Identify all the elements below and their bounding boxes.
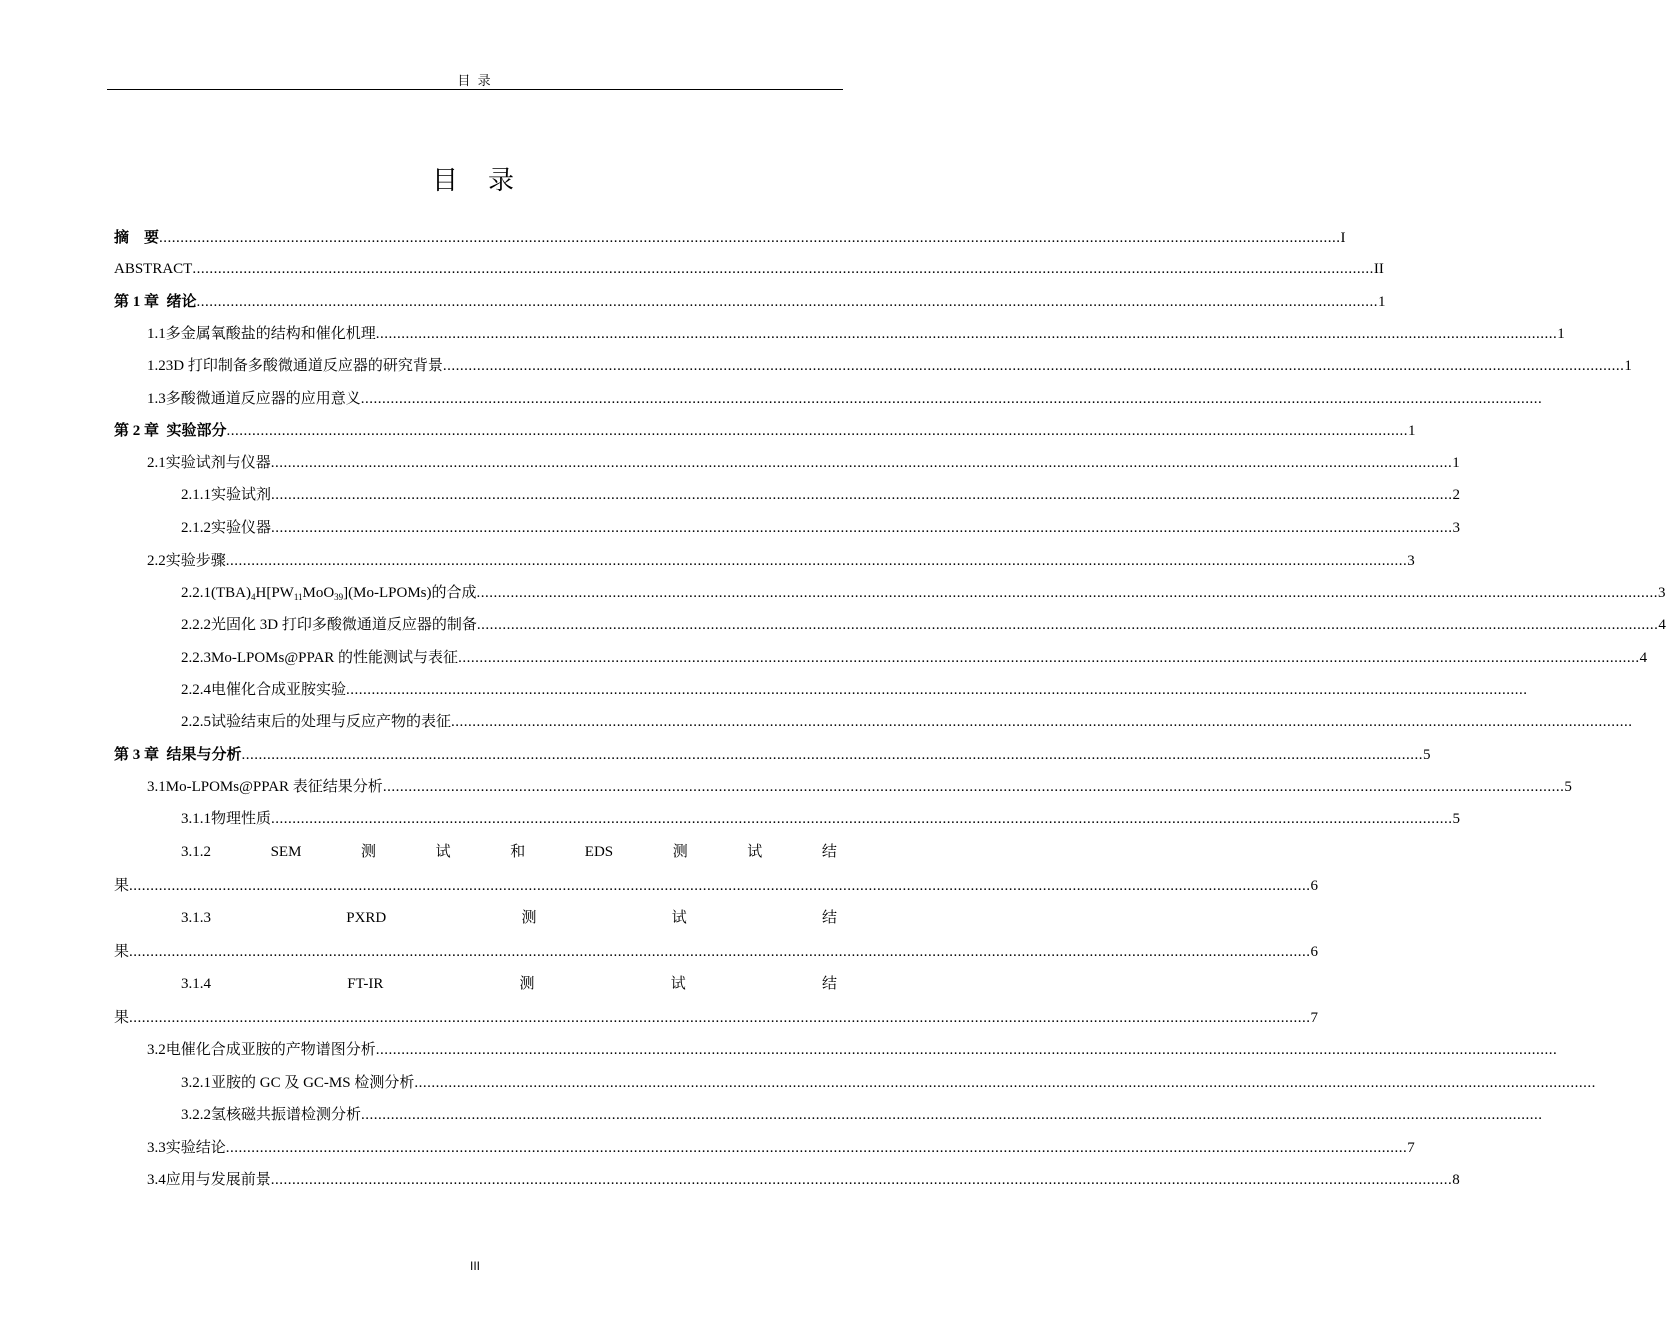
toc-word: SEM — [270, 844, 302, 860]
toc-entry-number: 2.2.3 — [181, 650, 211, 666]
toc-entry-label: 光固化 3D 打印多酸微通道反应器的制备 — [211, 617, 477, 633]
toc-entry-label: 亚胺的 GC 及 GC-MS 检测分析 — [211, 1075, 415, 1091]
formula-part: (TBA) — [211, 585, 251, 601]
toc-entry-label: 实验试剂与仪器 — [165, 455, 271, 471]
toc-page-number: II — [1373, 261, 1384, 277]
toc-entry-2-2-5[interactable] — [181, 712, 1633, 732]
toc-entry-label: 氢核磁共振谱检测分析 — [211, 1107, 362, 1123]
toc-leader: ...................................................................................................................................................................................................................................................................................... — [346, 682, 1528, 698]
toc-entry-2-1-1[interactable] — [181, 485, 1461, 505]
toc-page-number: 5 — [1564, 779, 1572, 795]
toc-leader: ...................................................................................................................................................................................................................................................................................... — [226, 423, 1409, 439]
toc-entry-label: 实验步骤 — [165, 553, 226, 569]
toc-entry-abstract-cn[interactable] — [114, 228, 1346, 248]
toc-entry-label: 应用与发展前景 — [165, 1172, 271, 1188]
toc-leader: ...................................................................................................................................................................................................................................................................................... — [225, 553, 1408, 569]
toc-entry-2-2[interactable] — [147, 551, 1415, 571]
toc-entry-2-2-2[interactable] — [181, 615, 1666, 635]
toc-entry-label: 3D 打印制备多酸微通道反应器的研究背景 — [165, 358, 443, 374]
toc-entry-label: Mo-LPOMs@PPAR 表征结果分析 — [165, 779, 383, 795]
toc-entry-label: 试验结束后的处理与反应产物的表征 — [211, 714, 452, 730]
toc-leader: ...................................................................................................................................................................................................................................................................................... — [375, 1042, 1558, 1058]
page-number-footer: III — [469, 1259, 480, 1273]
toc-entry-abstract-en[interactable] — [114, 259, 1384, 279]
toc-entry-number: 2.2.2 — [181, 617, 211, 633]
toc-entry-1-2[interactable] — [147, 356, 1632, 376]
toc-leader: ...................................................................................................................................................................................................................................................................................... — [196, 294, 1379, 310]
toc-leader: ...................................................................................................................................................................................................................................................................................... — [225, 1140, 1408, 1156]
toc-entry-number: 2.2 — [147, 553, 166, 569]
toc-word: 和 — [510, 844, 526, 860]
toc-page-number: 1 — [1624, 358, 1632, 374]
toc-leader: ...................................................................................................................................................................................................................................................................................... — [271, 487, 1453, 503]
toc-page-number: 2 — [1452, 487, 1461, 503]
toc-page-number: 1 — [1452, 455, 1460, 471]
toc-entry-chapter-2[interactable] — [114, 421, 1416, 441]
toc-entry-label: 多金属氧酸盐的结构和催化机理 — [165, 326, 376, 342]
toc-word: FT-IR — [347, 976, 384, 992]
toc-title — [0, 160, 950, 197]
toc-leader: ...................................................................................................................................................................................................................................................................................... — [129, 944, 1311, 960]
toc-leader: ...................................................................................................................................................................................................................................................................................... — [442, 358, 1625, 374]
toc-entry-label: 果 — [114, 944, 130, 960]
toc-entry-label: 第 1 章 绪论 — [114, 294, 197, 310]
toc-leader: ...................................................................................................................................................................................................................................................................................... — [414, 1075, 1596, 1091]
toc-page-number: I — [1340, 230, 1346, 246]
toc-entry-label: 物理性质 — [211, 811, 272, 827]
toc-page-number: 1 — [1378, 294, 1386, 310]
toc-entry-2-1[interactable] — [147, 453, 1460, 473]
toc-entry-3-1-4[interactable] — [181, 974, 837, 994]
toc-entry-label: 实验结论 — [165, 1140, 226, 1156]
toc-entry-number: 1.2 — [147, 358, 166, 374]
toc-page-number: 4 — [1639, 650, 1648, 666]
toc-entry-number: 3.1.3 — [181, 910, 211, 926]
toc-leader: ...................................................................................................................................................................................................................................................................................... — [476, 617, 1659, 633]
toc-entry-number: 3.2.2 — [181, 1107, 211, 1123]
toc-word: 结 — [821, 910, 837, 926]
toc-entry-number: 2.2.5 — [181, 714, 211, 730]
toc-entry-2-2-3[interactable] — [181, 648, 1648, 668]
toc-page-number: 5 — [1423, 747, 1431, 763]
formula-subscript: 11 — [293, 592, 303, 602]
toc-title-char-1: 目 — [431, 166, 462, 196]
toc-entry-number: 3.1.1 — [181, 811, 211, 827]
toc-leader: ...................................................................................................................................................................................................................................................................................... — [129, 1010, 1311, 1026]
formula-subscript: 39 — [334, 592, 344, 602]
toc-entry-3-2-2[interactable] — [181, 1105, 1543, 1125]
toc-leader: ...................................................................................................................................................................................................................................................................................... — [270, 1172, 1453, 1188]
toc-word: 试 — [435, 844, 451, 860]
toc-entry-label: 第 2 章 实验部分 — [114, 423, 227, 439]
toc-entry-label: ABSTRACT — [114, 261, 193, 277]
toc-page-number: 7 — [1310, 1010, 1319, 1026]
toc-leader: ...................................................................................................................................................................................................................................................................................... — [129, 878, 1311, 894]
toc-page-number: 1 — [1557, 326, 1565, 342]
toc-entry-3-1-3[interactable] — [181, 908, 837, 928]
toc-word: PXRD — [346, 910, 387, 926]
formula-part: H[PW — [255, 585, 294, 601]
toc-leader: ...................................................................................................................................................................................................................................................................................... — [382, 779, 1565, 795]
toc-entry-number: 3.1 — [147, 779, 166, 795]
toc-entry-number: 2.2.4 — [181, 682, 211, 698]
toc-entry-2-1-2[interactable] — [181, 518, 1461, 538]
formula-subscript: 4 — [251, 592, 256, 602]
toc-leader: ...................................................................................................................................................................................................................................................................................... — [451, 714, 1633, 730]
toc-entry-1-3[interactable] — [147, 389, 1543, 409]
toc-leader: ...................................................................................................................................................................................................................................................................................... — [241, 747, 1424, 763]
toc-page-number: 6 — [1310, 878, 1319, 894]
toc-leader: ...................................................................................................................................................................................................................................................................................... — [270, 455, 1453, 471]
toc-entry-1-1[interactable] — [147, 324, 1565, 344]
toc-leader: ...................................................................................................................................................................................................................................................................................... — [476, 585, 1659, 601]
toc-leader: ...................................................................................................................................................................................................................................................................................... — [360, 391, 1543, 407]
toc-entry-2-2-4[interactable] — [181, 680, 1528, 700]
toc-entry-3-3[interactable] — [147, 1138, 1415, 1158]
toc-entry-label — [211, 583, 477, 603]
toc-entry-label: 第 3 章 结果与分析 — [114, 747, 242, 763]
toc-entry-label: Mo-LPOMs@PPAR 的性能测试与表征 — [211, 650, 459, 666]
toc-page-number: 8 — [1452, 1172, 1460, 1188]
running-header: 目 录 — [457, 73, 493, 88]
toc-entry-3-1-1[interactable] — [181, 809, 1461, 829]
toc-entry-3-1-2-continued[interactable] — [114, 876, 1319, 896]
toc-word: 测 — [361, 844, 377, 860]
toc-leader: ...................................................................................................................................................................................................................................................................................... — [375, 326, 1558, 342]
toc-entry-3-1-2[interactable] — [181, 842, 837, 862]
toc-entry-number: 1.3 — [147, 391, 166, 407]
toc-entry-label: 实验试剂 — [211, 487, 272, 503]
toc-page-number: 7 — [1407, 1140, 1415, 1156]
toc-word: 结 — [821, 976, 837, 992]
toc-page-number: 3 — [1658, 585, 1666, 601]
toc-entry-number: 3.2.1 — [181, 1075, 211, 1091]
toc-entry-chapter-1[interactable] — [114, 292, 1386, 312]
toc-entry-number: 3.2 — [147, 1042, 166, 1058]
formula-part: ](Mo-LPOMs)的合成 — [343, 585, 477, 601]
toc-entry-number: 1.1 — [147, 326, 166, 342]
toc-entry-label: 多酸微通道反应器的应用意义 — [165, 391, 361, 407]
toc-entry-number: 3.3 — [147, 1140, 166, 1156]
toc-entry-3-1-3-continued[interactable] — [114, 942, 1319, 962]
toc-entry-number: 3.4 — [147, 1172, 166, 1188]
toc-leader: ...................................................................................................................................................................................................................................................................................... — [271, 811, 1453, 827]
toc-page-number: 1 — [1408, 423, 1416, 439]
toc-leader: ...................................................................................................................................................................................................................................................................................... — [159, 230, 1341, 246]
toc-leader: ...................................................................................................................................................................................................................................................................................... — [458, 650, 1640, 666]
toc-entry-label: 电催化合成亚胺的产物谱图分析 — [165, 1042, 376, 1058]
toc-leader: ...................................................................................................................................................................................................................................................................................... — [361, 1107, 1543, 1123]
toc-page-number: 4 — [1658, 617, 1666, 633]
toc-entry-number: 3.1.4 — [181, 976, 211, 992]
toc-title-char-2: 录 — [488, 166, 519, 196]
toc-leader: ...................................................................................................................................................................................................................................................................................... — [192, 261, 1374, 277]
toc-word: 测 — [519, 976, 535, 992]
toc-entry-label: 实验仪器 — [211, 520, 272, 536]
toc-entry-label: 摘 要 — [114, 230, 160, 246]
toc-word: 测 — [672, 844, 688, 860]
toc-entry-number: 2.1.2 — [181, 520, 211, 536]
toc-page-number: 5 — [1452, 811, 1461, 827]
toc-page-number: 3 — [1452, 520, 1461, 536]
toc-entry-number: 2.1.1 — [181, 487, 211, 503]
toc-entry-3-2-1[interactable] — [181, 1073, 1596, 1093]
toc-entry-label: 果 — [114, 878, 130, 894]
toc-entry-3-2[interactable] — [147, 1040, 1558, 1060]
toc-word: 试 — [747, 844, 763, 860]
toc-entry-3-4[interactable] — [147, 1170, 1460, 1190]
toc-entry-3-1[interactable] — [147, 777, 1572, 797]
toc-word: 试 — [670, 976, 686, 992]
toc-entry-label: 电催化合成亚胺实验 — [211, 682, 347, 698]
toc-entry-2-2-1[interactable] — [181, 583, 1666, 603]
toc-entry-label: 果 — [114, 1010, 130, 1026]
toc-word: 结 — [821, 844, 837, 860]
toc-entry-3-1-4-continued[interactable] — [114, 1008, 1319, 1028]
toc-word: EDS — [584, 844, 614, 860]
toc-word: 测 — [521, 910, 537, 926]
toc-entry-number: 2.1 — [147, 455, 166, 471]
toc-word: 试 — [671, 910, 687, 926]
formula-part: MoO — [302, 585, 335, 601]
toc-page-number: 6 — [1310, 944, 1319, 960]
toc-page-number: 3 — [1407, 553, 1415, 569]
toc-entry-number: 3.1.2 — [181, 844, 211, 860]
toc-entry-chapter-3[interactable] — [114, 745, 1431, 765]
toc-entry-number: 2.2.1 — [181, 585, 211, 601]
header-rule — [107, 89, 843, 90]
toc-leader: ...................................................................................................................................................................................................................................................................................... — [271, 520, 1453, 536]
